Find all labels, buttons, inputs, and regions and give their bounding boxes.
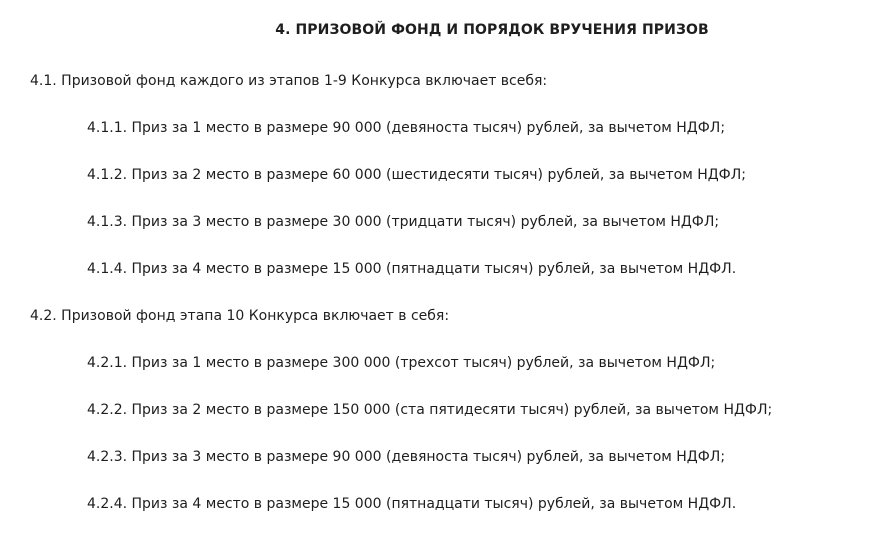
page-title: 4. ПРИЗОВОЙ ФОНД И ПОРЯДОК ВРУЧЕНИЯ ПРИЗОВ bbox=[275, 22, 709, 38]
section-heading-4-2: 4.2. Призовой фонд этапа 10 Конкурса включает в себя: bbox=[30, 308, 450, 324]
list-item-4-2-1: 4.2.1. Приз за 1 место в размере 300 000 (трехсот тысяч) рублей, за вычетом НДФЛ; bbox=[87, 355, 716, 371]
list-item-4-2-3: 4.2.3. Приз за 3 место в размере 90 000 (девяноста тысяч) рублей, за вычетом НДФЛ; bbox=[87, 449, 726, 465]
list-item-4-1-3: 4.1.3. Приз за 3 место в размере 30 000 (тридцати тысяч) рублей, за вычетом НДФЛ; bbox=[87, 214, 720, 230]
list-item-4-1-2: 4.1.2. Приз за 2 место в размере 60 000 (шестидесяти тысяч) рублей, за вычетом НДФЛ; bbox=[87, 167, 746, 183]
list-item-4-1-1: 4.1.1. Приз за 1 место в размере 90 000 (девяноста тысяч) рублей, за вычетом НДФЛ; bbox=[87, 120, 726, 136]
list-item-4-2-4: 4.2.4. Приз за 4 место в размере 15 000 (пятнадцати тысяч) рублей, за вычетом НДФЛ. bbox=[87, 496, 737, 512]
list-item-4-1-4: 4.1.4. Приз за 4 место в размере 15 000 (пятнадцати тысяч) рублей, за вычетом НДФЛ. bbox=[87, 261, 737, 277]
section-heading-4-1: 4.1. Призовой фонд каждого из этапов 1-9 Конкурса включает всебя: bbox=[30, 73, 548, 89]
list-item-4-2-2: 4.2.2. Приз за 2 место в размере 150 000 (ста пятидесяти тысяч) рублей, за вычетом НДФЛ; bbox=[87, 402, 773, 418]
